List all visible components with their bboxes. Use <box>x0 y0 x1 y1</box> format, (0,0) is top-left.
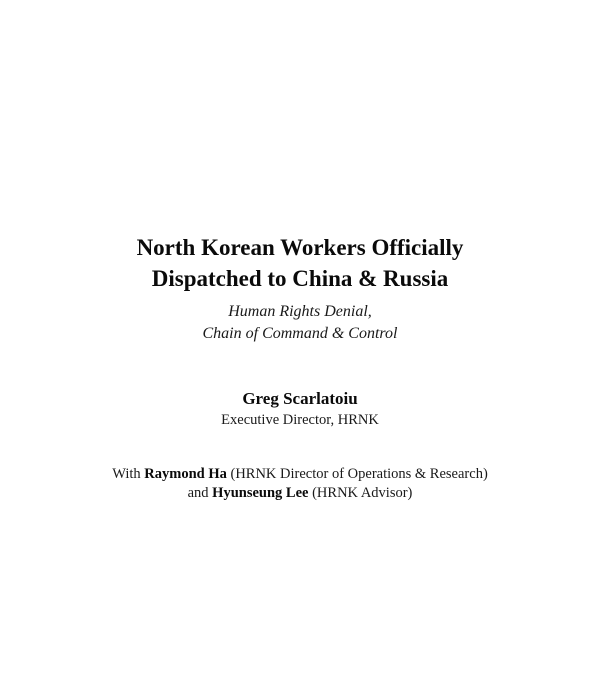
author-role: Executive Director, HRNK <box>221 412 379 428</box>
title-line-1: North Korean Workers Officially <box>136 235 464 260</box>
contributor-name-2: Hyunseung Lee <box>212 485 309 501</box>
contributor-name-1: Raymond Ha <box>144 466 227 482</box>
subtitle-line-1: Human Rights Denial, <box>228 303 372 320</box>
author-name: Greg Scarlatoiu <box>242 389 358 408</box>
contributor-role-1: (HRNK Director of Operations & Research) <box>230 466 488 482</box>
contributor-prefix-and: and <box>187 485 209 501</box>
contributor-line-1 <box>0 465 600 484</box>
document-title <box>0 232 600 294</box>
contributor-prefix-with: With <box>112 466 141 482</box>
document-subtitle <box>0 301 600 345</box>
title-line-2: Dispatched to China & Russia <box>151 266 449 291</box>
contributor-role-2: (HRNK Advisor) <box>312 485 413 501</box>
contributor-line-2 <box>0 484 600 503</box>
subtitle-line-2: Chain of Command & Control <box>202 325 398 342</box>
contributors-block <box>0 465 600 503</box>
author-block <box>0 388 600 430</box>
